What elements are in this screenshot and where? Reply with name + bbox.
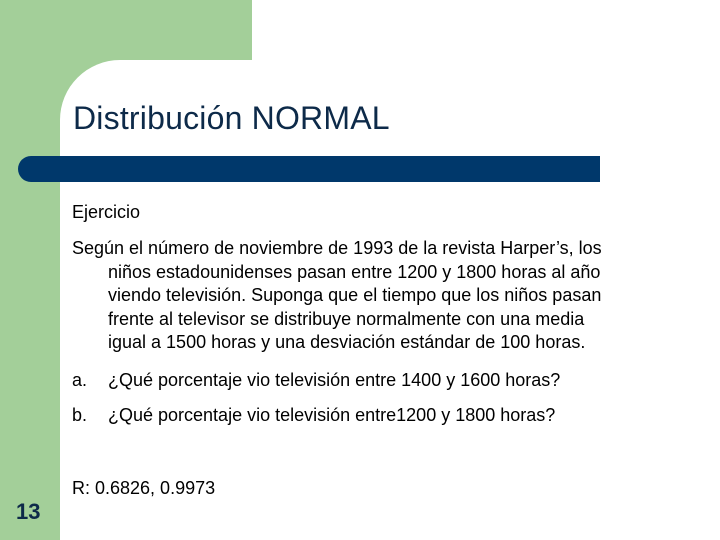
question-b [72, 405, 555, 426]
paragraph-line: niños estadounidenses pasan entre 1200 y 1800 horas al año [108, 261, 601, 282]
section-label: Ejercicio [72, 202, 141, 222]
question-text: ¿Qué porcentaje vio televisión entre1200 y 1800 horas? [108, 405, 556, 425]
paragraph-line: viendo televisión. Suponga que el tiempo que los niños pasan [108, 285, 602, 305]
title-underline-bar [18, 156, 600, 182]
question-marker: b. [72, 405, 88, 425]
paragraph-line: frente al televisor se distribuye normalmente con una media [108, 308, 585, 329]
problem-paragraph [72, 237, 672, 355]
slide-title: Distribución NORMAL [73, 100, 390, 136]
paragraph-line: igual a 1500 horas y una desviación estándar de 100 horas. [108, 332, 586, 352]
question-text: ¿Qué porcentaje vio televisión entre 1400 y 1600 horas? [108, 370, 561, 390]
paragraph-line: Según el número de noviembre de 1993 de la revista Harper’s, los [72, 238, 602, 258]
question-marker: a. [72, 370, 88, 390]
page-number: 13 [16, 499, 41, 524]
answer-text: R: 0.6826, 0.9973 [72, 478, 216, 498]
question-a [72, 370, 560, 391]
